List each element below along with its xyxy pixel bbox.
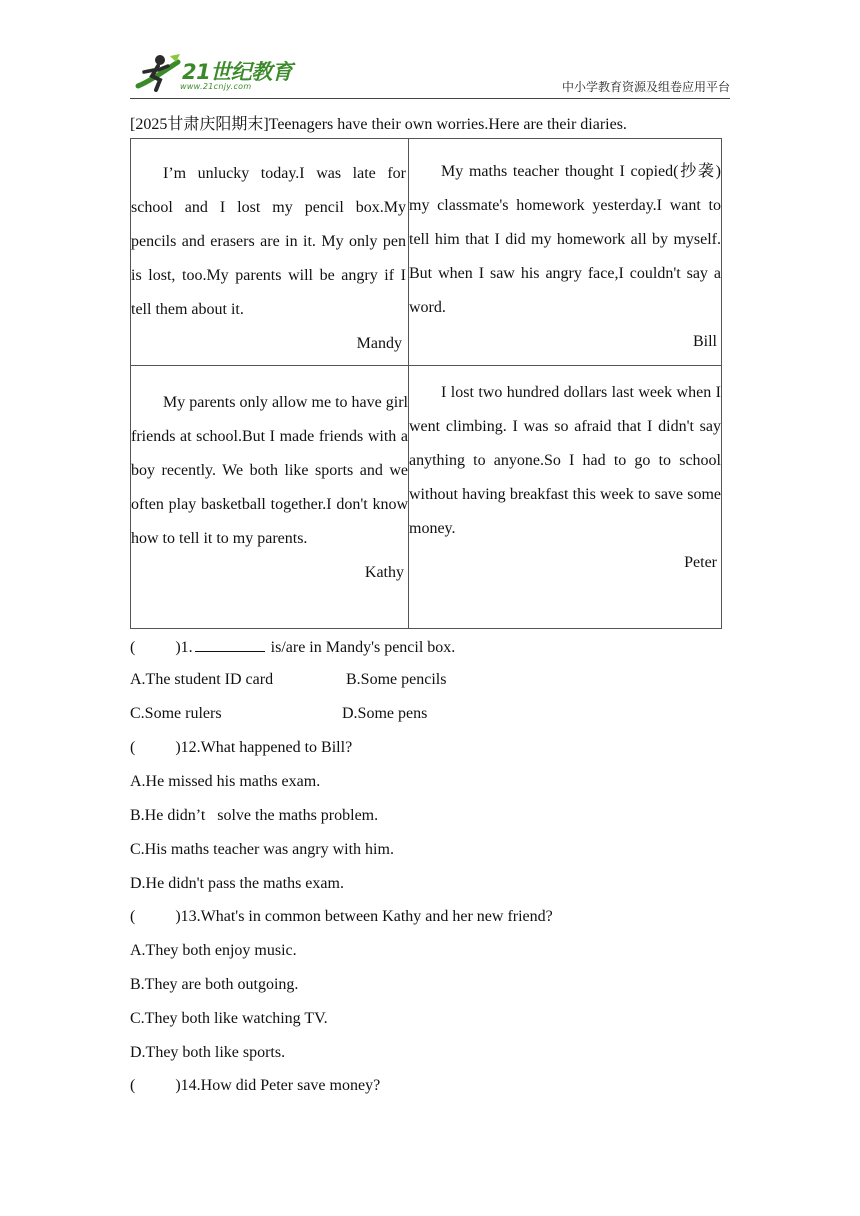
diary-text: My parents only allow me to have girl friends at school.But I made friends with a boy recently. We both like sports and we often play basketball together.I don't know how to tell it to my parents. xyxy=(131,394,408,547)
diary-author: Bill xyxy=(692,333,717,350)
answer-blank[interactable] xyxy=(195,637,265,652)
diary-cell-bill xyxy=(409,139,722,366)
question-number: 1. xyxy=(180,639,193,656)
option-a[interactable]: A.He missed his maths exam. xyxy=(130,773,321,790)
question-stem: is/are in Mandy's pencil box. xyxy=(270,639,456,656)
diary-text: I’m unlucky today.I was late for school and I lost my pencil box.My pencils and erasers are in it. My only pen is lost, too.My parents will be angry if I tell them about it. xyxy=(131,165,406,318)
diary-table xyxy=(130,138,722,629)
question-13: ( )13.What's in common between Kathy and her new friend? xyxy=(130,908,553,925)
platform-name: 中小学教育资源及组卷应用平台 xyxy=(561,80,730,94)
option-c[interactable]: C.His maths teacher was angry with him. xyxy=(130,841,394,858)
question-stem: 13.What's in common between Kathy and her new friend? xyxy=(180,908,553,925)
option-d[interactable]: D.He didn't pass the maths exam. xyxy=(130,875,344,892)
question-stem: 12.What happened to Bill? xyxy=(180,739,353,756)
option-b[interactable]: B.He didn’t solve the maths problem. xyxy=(130,807,379,824)
page-header xyxy=(130,50,730,99)
option-b[interactable]: B.They are both outgoing. xyxy=(130,976,299,993)
question-stem: 14.How did Peter save money? xyxy=(180,1077,381,1094)
option-c[interactable]: C.Some rulers xyxy=(130,705,222,722)
diary-author: Peter xyxy=(684,554,717,571)
option-a[interactable]: A.The student ID card xyxy=(130,671,274,688)
diary-cell-mandy xyxy=(131,139,409,366)
diary-text: My maths teacher thought I copied(抄袭) my classmate's homework yesterday.I want to tell him that I did my homework all by myself. But when I saw his angry face,I couldn't say a word. xyxy=(409,163,721,316)
option-d[interactable]: D.Some pens xyxy=(342,705,428,722)
diary-author: Mandy xyxy=(356,335,402,352)
option-a[interactable]: A.They both enjoy music. xyxy=(130,942,297,959)
source-line: [2025甘肃庆阳期末]Teenagers have their own worries.Here are their diaries. xyxy=(130,116,627,133)
diary-cell-kathy xyxy=(131,366,409,629)
question-12: ( )12.What happened to Bill? xyxy=(130,739,353,756)
diary-author: Kathy xyxy=(364,564,404,581)
diary-cell-peter xyxy=(409,366,722,629)
logo xyxy=(130,52,300,96)
logo-text: 21世纪教育 xyxy=(182,60,293,84)
option-d[interactable]: D.They both like sports. xyxy=(130,1044,286,1061)
option-c[interactable]: C.They both like watching TV. xyxy=(130,1010,328,1027)
question-11: ( )1. is/are in Mandy's pencil box. xyxy=(130,639,456,656)
logo-url: www.21cnjy.com xyxy=(180,82,252,91)
question-14: ( )14.How did Peter save money? xyxy=(130,1077,381,1094)
diary-text: I lost two hundred dollars last week when I went climbing. I was so afraid that I didn't say anything to anyone.So I had to go to school without having breakfast this week to save some money. xyxy=(409,384,721,537)
option-b[interactable]: B.Some pencils xyxy=(346,671,447,688)
